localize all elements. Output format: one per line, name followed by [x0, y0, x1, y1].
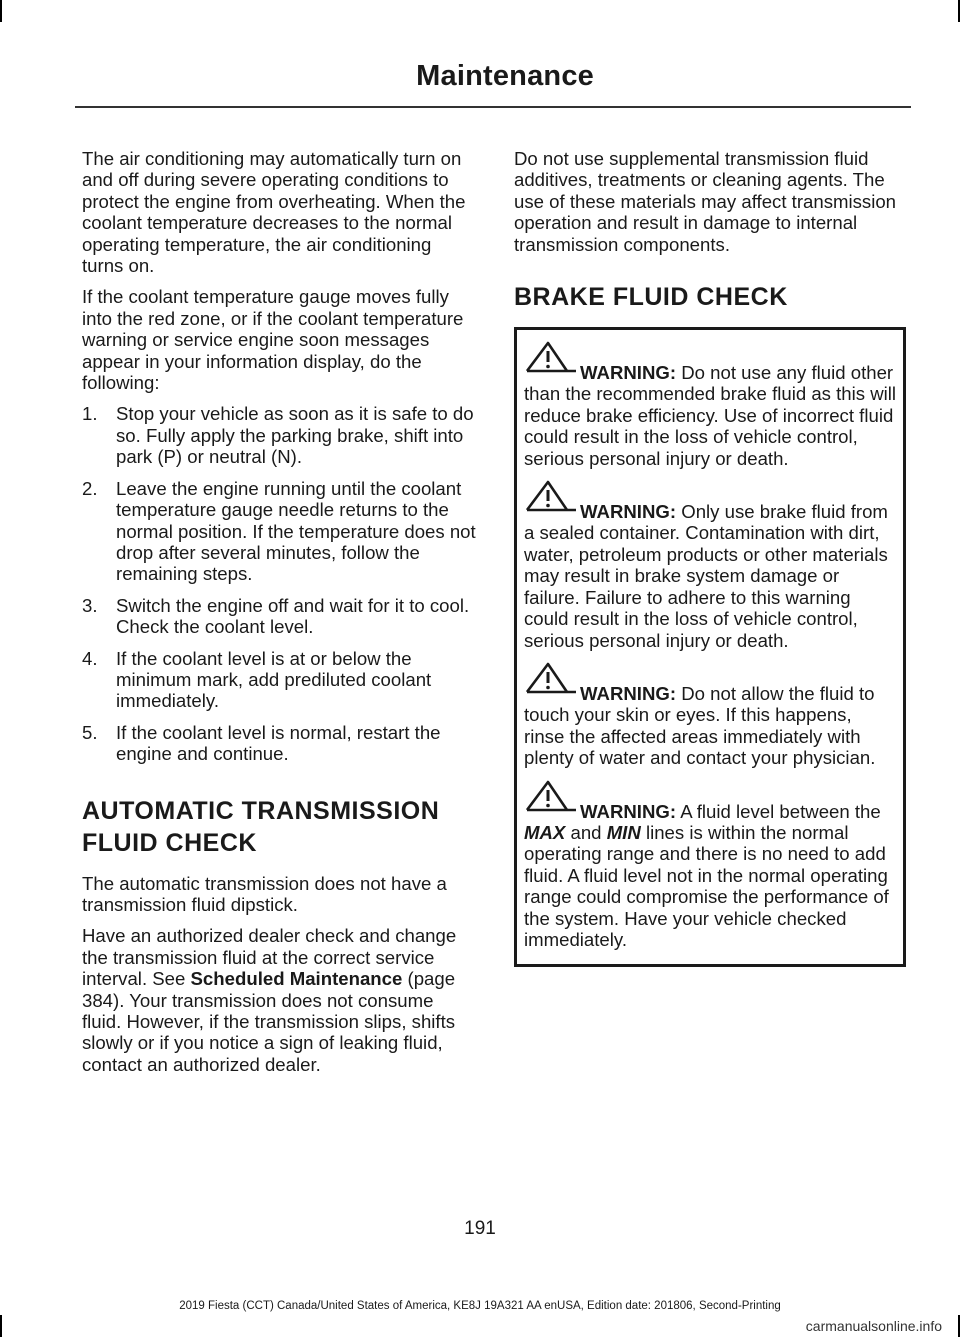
cross-reference-link[interactable]: Scheduled Maintenance — [190, 968, 403, 990]
text-span: A fluid level between the — [676, 800, 881, 822]
warning-triangle-icon — [526, 779, 578, 813]
text-span: Have an authorized dealer check and change the transmission fluid at the correct service interval. See — [82, 925, 457, 990]
warning-label: WARNING: — [580, 682, 677, 704]
warning-text — [524, 661, 897, 769]
text-span: Do not allow the fluid to touch your skin or eyes. If this happens, rinse the affected areas immediately with plenty of water and contact your physician. — [524, 682, 876, 769]
step-text: If the coolant level is at or below the minimum mark, add prediluted coolant immediately. — [116, 647, 432, 712]
watermark: carmanualsonline.info — [805, 1318, 942, 1334]
step-number: 3. — [82, 594, 98, 616]
list-item — [82, 478, 477, 585]
text-span: Only use brake fluid from a sealed container. Contamination with dirt, water, petroleum products or other materials may result in brake system damage or failure. Failure to adhere to this warning could result in the loss of vehicle control, serious personal injury or death. — [524, 501, 888, 651]
right-column — [514, 148, 906, 967]
coolant-steps-list — [82, 403, 477, 764]
step-number: 4. — [82, 647, 98, 669]
warning-triangle-icon — [526, 340, 578, 374]
heading-line: AUTOMATIC TRANSMISSION — [82, 796, 440, 825]
list-item — [82, 595, 477, 638]
header-divider — [75, 106, 911, 108]
footer-edition-info: 2019 Fiesta (CCT) Canada/United States of America, KE8J 19A321 AA enUSA, Edition date: 201806, Second-Printing — [179, 1300, 781, 1312]
crop-mark — [0, 0, 2, 22]
warning-block — [524, 340, 897, 469]
warning-label: WARNING: — [580, 800, 677, 822]
warning-block — [524, 661, 897, 769]
step-number: 2. — [82, 477, 98, 499]
warning-label: WARNING: — [580, 362, 677, 384]
warning-label: WARNING: — [580, 501, 677, 523]
warning-triangle-icon — [526, 661, 578, 695]
max-label: MAX — [524, 821, 566, 843]
warnings-box — [514, 327, 906, 967]
text-span: lines is within the normal operating range and there is no need to add fluid. A fluid level not in the normal operating range could compromise the performance of the system. Have your vehicle checked immediately. — [524, 821, 889, 950]
crop-mark — [0, 1315, 2, 1337]
step-text: If the coolant level is normal, restart the engine and continue. — [116, 721, 441, 765]
min-label: MIN — [606, 821, 641, 843]
paragraph: If the coolant temperature gauge moves fully into the red zone, or if the coolant temperature warning or service engine soon messages appear in your information display, do the following: — [82, 286, 464, 394]
paragraph: The automatic transmission does not have a transmission fluid dipstick. — [82, 872, 447, 915]
step-number: 1. — [82, 403, 98, 425]
step-text: Switch the engine off and wait for it to cool. Check the coolant level. — [116, 594, 470, 638]
section-heading — [82, 795, 477, 859]
warning-text — [524, 479, 897, 651]
list-item — [82, 722, 477, 765]
warning-text — [524, 779, 897, 951]
text-span: (page 384). Your transmission does not consume fluid. However, if the transmission slips, shifts slowly or if you notice a sign of leaking fluid, contact an authorized dealer. — [82, 968, 456, 1075]
list-item — [82, 648, 477, 712]
warning-block — [524, 779, 897, 951]
step-text: Leave the engine running until the coolant temperature gauge needle returns to the normal position. If the temperature does not drop after several minutes, follow the remaining steps. — [116, 477, 476, 585]
section-title: Maintenance — [416, 60, 594, 92]
section-heading: BRAKE FLUID CHECK — [514, 283, 788, 312]
warning-text — [524, 340, 897, 469]
paragraph: The air conditioning may automatically turn on and off during severe operating conditions to protect the engine from overheating. When the coolant temperature decreases to the normal operating temperature, the air conditioning turns on. — [82, 148, 466, 277]
list-item — [82, 403, 477, 467]
text-span: and — [565, 821, 607, 843]
paragraph: Do not use supplemental transmission fluid additives, treatments or cleaning agents. The use of these materials may affect transmission operation and result in damage to internal transmission components. — [514, 148, 897, 255]
page-number: 191 — [464, 1218, 496, 1239]
text-span: Do not use any fluid other than the recommended brake fluid as this will reduce brake efficiency. Use of incorrect fluid could result in the loss of vehicle control, serious personal injury or death. — [524, 362, 897, 469]
warning-block — [524, 479, 897, 651]
paragraph — [82, 925, 477, 1075]
step-number: 5. — [82, 721, 98, 743]
heading-line: FLUID CHECK — [82, 828, 257, 857]
left-column — [82, 148, 477, 1085]
warning-triangle-icon — [526, 479, 578, 513]
step-text: Stop your vehicle as soon as it is safe to do so. Fully apply the parking brake, shift into park (P) or neutral (N). — [116, 403, 474, 468]
